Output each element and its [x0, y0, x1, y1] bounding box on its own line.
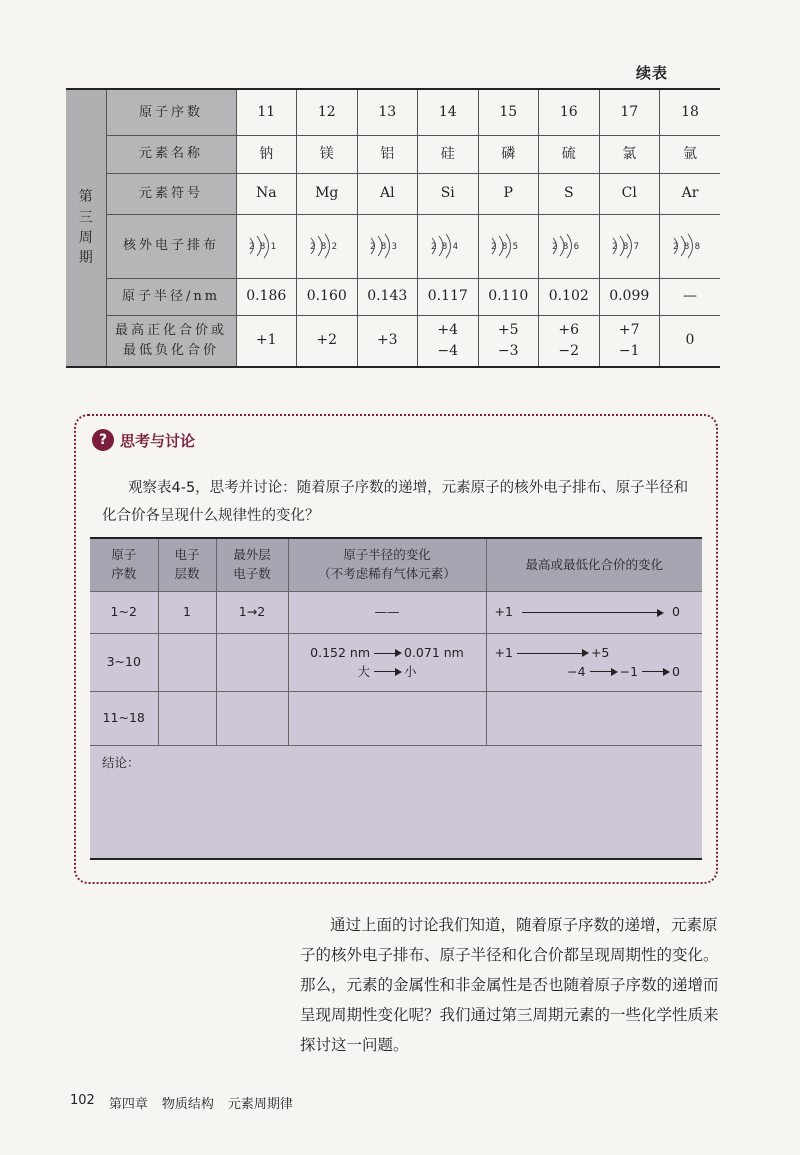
page-number: 102 — [70, 1093, 95, 1108]
row-header: 元素名称 — [106, 135, 236, 173]
arrow-icon — [374, 671, 400, 672]
arrow-icon — [642, 671, 668, 672]
number-cell: 18 — [660, 89, 721, 135]
row-valence: +1 0 — [486, 592, 702, 634]
symbol-cell: Si — [418, 173, 479, 214]
electron-shell-icon — [544, 224, 594, 268]
valence-cell: +7 −1 — [599, 315, 660, 367]
row-layers: 1 — [158, 592, 216, 634]
electron-shell-icon — [241, 224, 291, 268]
row-header: 核外电子排布 — [106, 214, 236, 278]
arrow-icon — [590, 671, 616, 672]
header-atomic-number: 原子 序数 — [90, 538, 158, 592]
conclusion-label: 结论： — [90, 746, 702, 860]
shell-numbers: 2 8 6 — [551, 242, 579, 252]
radius-cell: 0.143 — [357, 278, 418, 315]
valence-cell: +1 — [236, 315, 297, 367]
body-paragraph: 通过上面的讨论我们知道，随着原子序数的递增，元素原子的核外电子排布、原子半径和化合价都呈现周期性的变化。那么，元素的金属性和非金属性是否也随着原子序数的递增而呈现周期性变化呢？我们通过第三周期元素的一些化学性质来探讨这一问题。 — [300, 916, 719, 1054]
period-label: 第 三 周 期 — [66, 89, 106, 367]
radius-cell: 0.160 — [297, 278, 358, 315]
valence-cell: 0 — [660, 315, 721, 367]
valence-cell: +6 −2 — [539, 315, 600, 367]
electron-shell-icon — [665, 224, 715, 268]
row-header: 原子序数 — [106, 89, 236, 135]
shell-numbers: 2 8 8 — [673, 242, 701, 252]
table-row — [90, 634, 702, 692]
valence-cell: +3 — [357, 315, 418, 367]
shell-numbers: 2 8 7 — [612, 242, 640, 252]
number-cell: 17 — [599, 89, 660, 135]
arrow-icon — [374, 653, 400, 654]
electron-shell-icon — [423, 224, 473, 268]
name-cell: 钠 — [236, 135, 297, 173]
discussion-header — [92, 428, 195, 452]
radius-cell: 0.110 — [478, 278, 539, 315]
name-cell: 硫 — [539, 135, 600, 173]
valence-cell: +4 −4 — [418, 315, 479, 367]
row-valence — [486, 692, 702, 746]
chapter-title: 物质结构 — [161, 1097, 214, 1112]
discussion-table — [90, 537, 702, 860]
electron-shell-icon — [483, 224, 533, 268]
name-cell: 氯 — [599, 135, 660, 173]
valence-cell: +5 −3 — [478, 315, 539, 367]
radius-cell: 0.117 — [418, 278, 479, 315]
page-footer — [70, 1093, 293, 1112]
radius-cell: 0.102 — [539, 278, 600, 315]
symbol-cell: Cl — [599, 173, 660, 214]
radius-cell: 0.099 — [599, 278, 660, 315]
period-three-table — [66, 88, 720, 368]
shell-numbers: 2 8 5 — [491, 242, 519, 252]
table-row — [90, 692, 702, 746]
shell-numbers: 2 8 2 — [309, 242, 337, 252]
row-radius: 0.152 nm 0.071 nm 大 小 — [288, 634, 486, 692]
electron-config-row — [66, 214, 720, 278]
row-radius — [288, 692, 486, 746]
radius-cell: — — [660, 278, 721, 315]
number-cell: 12 — [297, 89, 358, 135]
shell-diagram — [418, 214, 479, 278]
shell-numbers: 2 8 1 — [249, 242, 277, 252]
shell-numbers: 2 8 4 — [430, 242, 458, 252]
row-outer — [216, 692, 288, 746]
name-cell: 镁 — [297, 135, 358, 173]
number-cell: 11 — [236, 89, 297, 135]
atomic-radius-row — [66, 278, 720, 315]
row-header: 原子半径/nm — [106, 278, 236, 315]
shell-numbers: 2 8 3 — [370, 242, 398, 252]
name-cell: 硅 — [418, 135, 479, 173]
row-header: 最高正化合价或 最低负化合价 — [106, 315, 236, 367]
electron-shell-icon — [302, 224, 352, 268]
element-symbol-row — [66, 173, 720, 214]
header-shell-count: 电子 层数 — [158, 538, 216, 592]
number-cell: 15 — [478, 89, 539, 135]
chapter-label: 第四章 — [108, 1097, 148, 1112]
discussion-header-row — [90, 538, 702, 592]
header-outer-electrons: 最外层 电子数 — [216, 538, 288, 592]
conclusion-row — [90, 746, 702, 860]
row-layers — [158, 692, 216, 746]
symbol-cell: S — [539, 173, 600, 214]
number-cell: 16 — [539, 89, 600, 135]
table-row — [90, 592, 702, 634]
continued-label: 续表 — [636, 64, 669, 82]
shell-diagram — [297, 214, 358, 278]
shell-diagram — [478, 214, 539, 278]
symbol-cell: Ar — [660, 173, 721, 214]
row-header: 元素符号 — [106, 173, 236, 214]
header-radius-change: 原子半径的变化 （不考虑稀有气体元素） — [288, 538, 486, 592]
section-title: 元素周期律 — [227, 1097, 293, 1112]
symbol-cell: Mg — [297, 173, 358, 214]
row-layers — [158, 634, 216, 692]
discussion-title: 思考与讨论 — [120, 431, 196, 450]
shell-diagram — [539, 214, 600, 278]
name-cell: 氩 — [660, 135, 721, 173]
element-name-row — [66, 135, 720, 173]
row-range: 11~18 — [90, 692, 158, 746]
shell-diagram — [357, 214, 418, 278]
symbol-cell: P — [478, 173, 539, 214]
name-cell: 磷 — [478, 135, 539, 173]
electron-shell-icon — [362, 224, 412, 268]
row-range: 1~2 — [90, 592, 158, 634]
row-radius: —— — [288, 592, 486, 634]
number-cell: 14 — [418, 89, 479, 135]
row-valence: +1 +5 −4 −1 0 — [486, 634, 702, 692]
shell-diagram — [236, 214, 297, 278]
name-cell: 铝 — [357, 135, 418, 173]
electron-shell-icon — [604, 224, 654, 268]
shell-diagram — [599, 214, 660, 278]
row-outer — [216, 634, 288, 692]
radius-cell: 0.186 — [236, 278, 297, 315]
shell-diagram — [660, 214, 721, 278]
question-icon: ? — [92, 429, 114, 451]
header-valence-change: 最高或最低化合价的变化 — [486, 538, 702, 592]
valence-row — [66, 315, 720, 367]
atomic-number-row — [66, 89, 720, 135]
arrow-icon — [517, 653, 587, 654]
number-cell: 13 — [357, 89, 418, 135]
symbol-cell: Na — [236, 173, 297, 214]
row-outer: 1→2 — [216, 592, 288, 634]
symbol-cell: Al — [357, 173, 418, 214]
arrow-icon — [522, 612, 662, 613]
valence-cell: +2 — [297, 315, 358, 367]
row-range: 3~10 — [90, 634, 158, 692]
discussion-prompt: 观察表4-5，思考并讨论：随着原子序数的递增，元素原子的核外电子排布、原子半径和化合价各呈现什么规律性的变化？ — [102, 480, 689, 524]
